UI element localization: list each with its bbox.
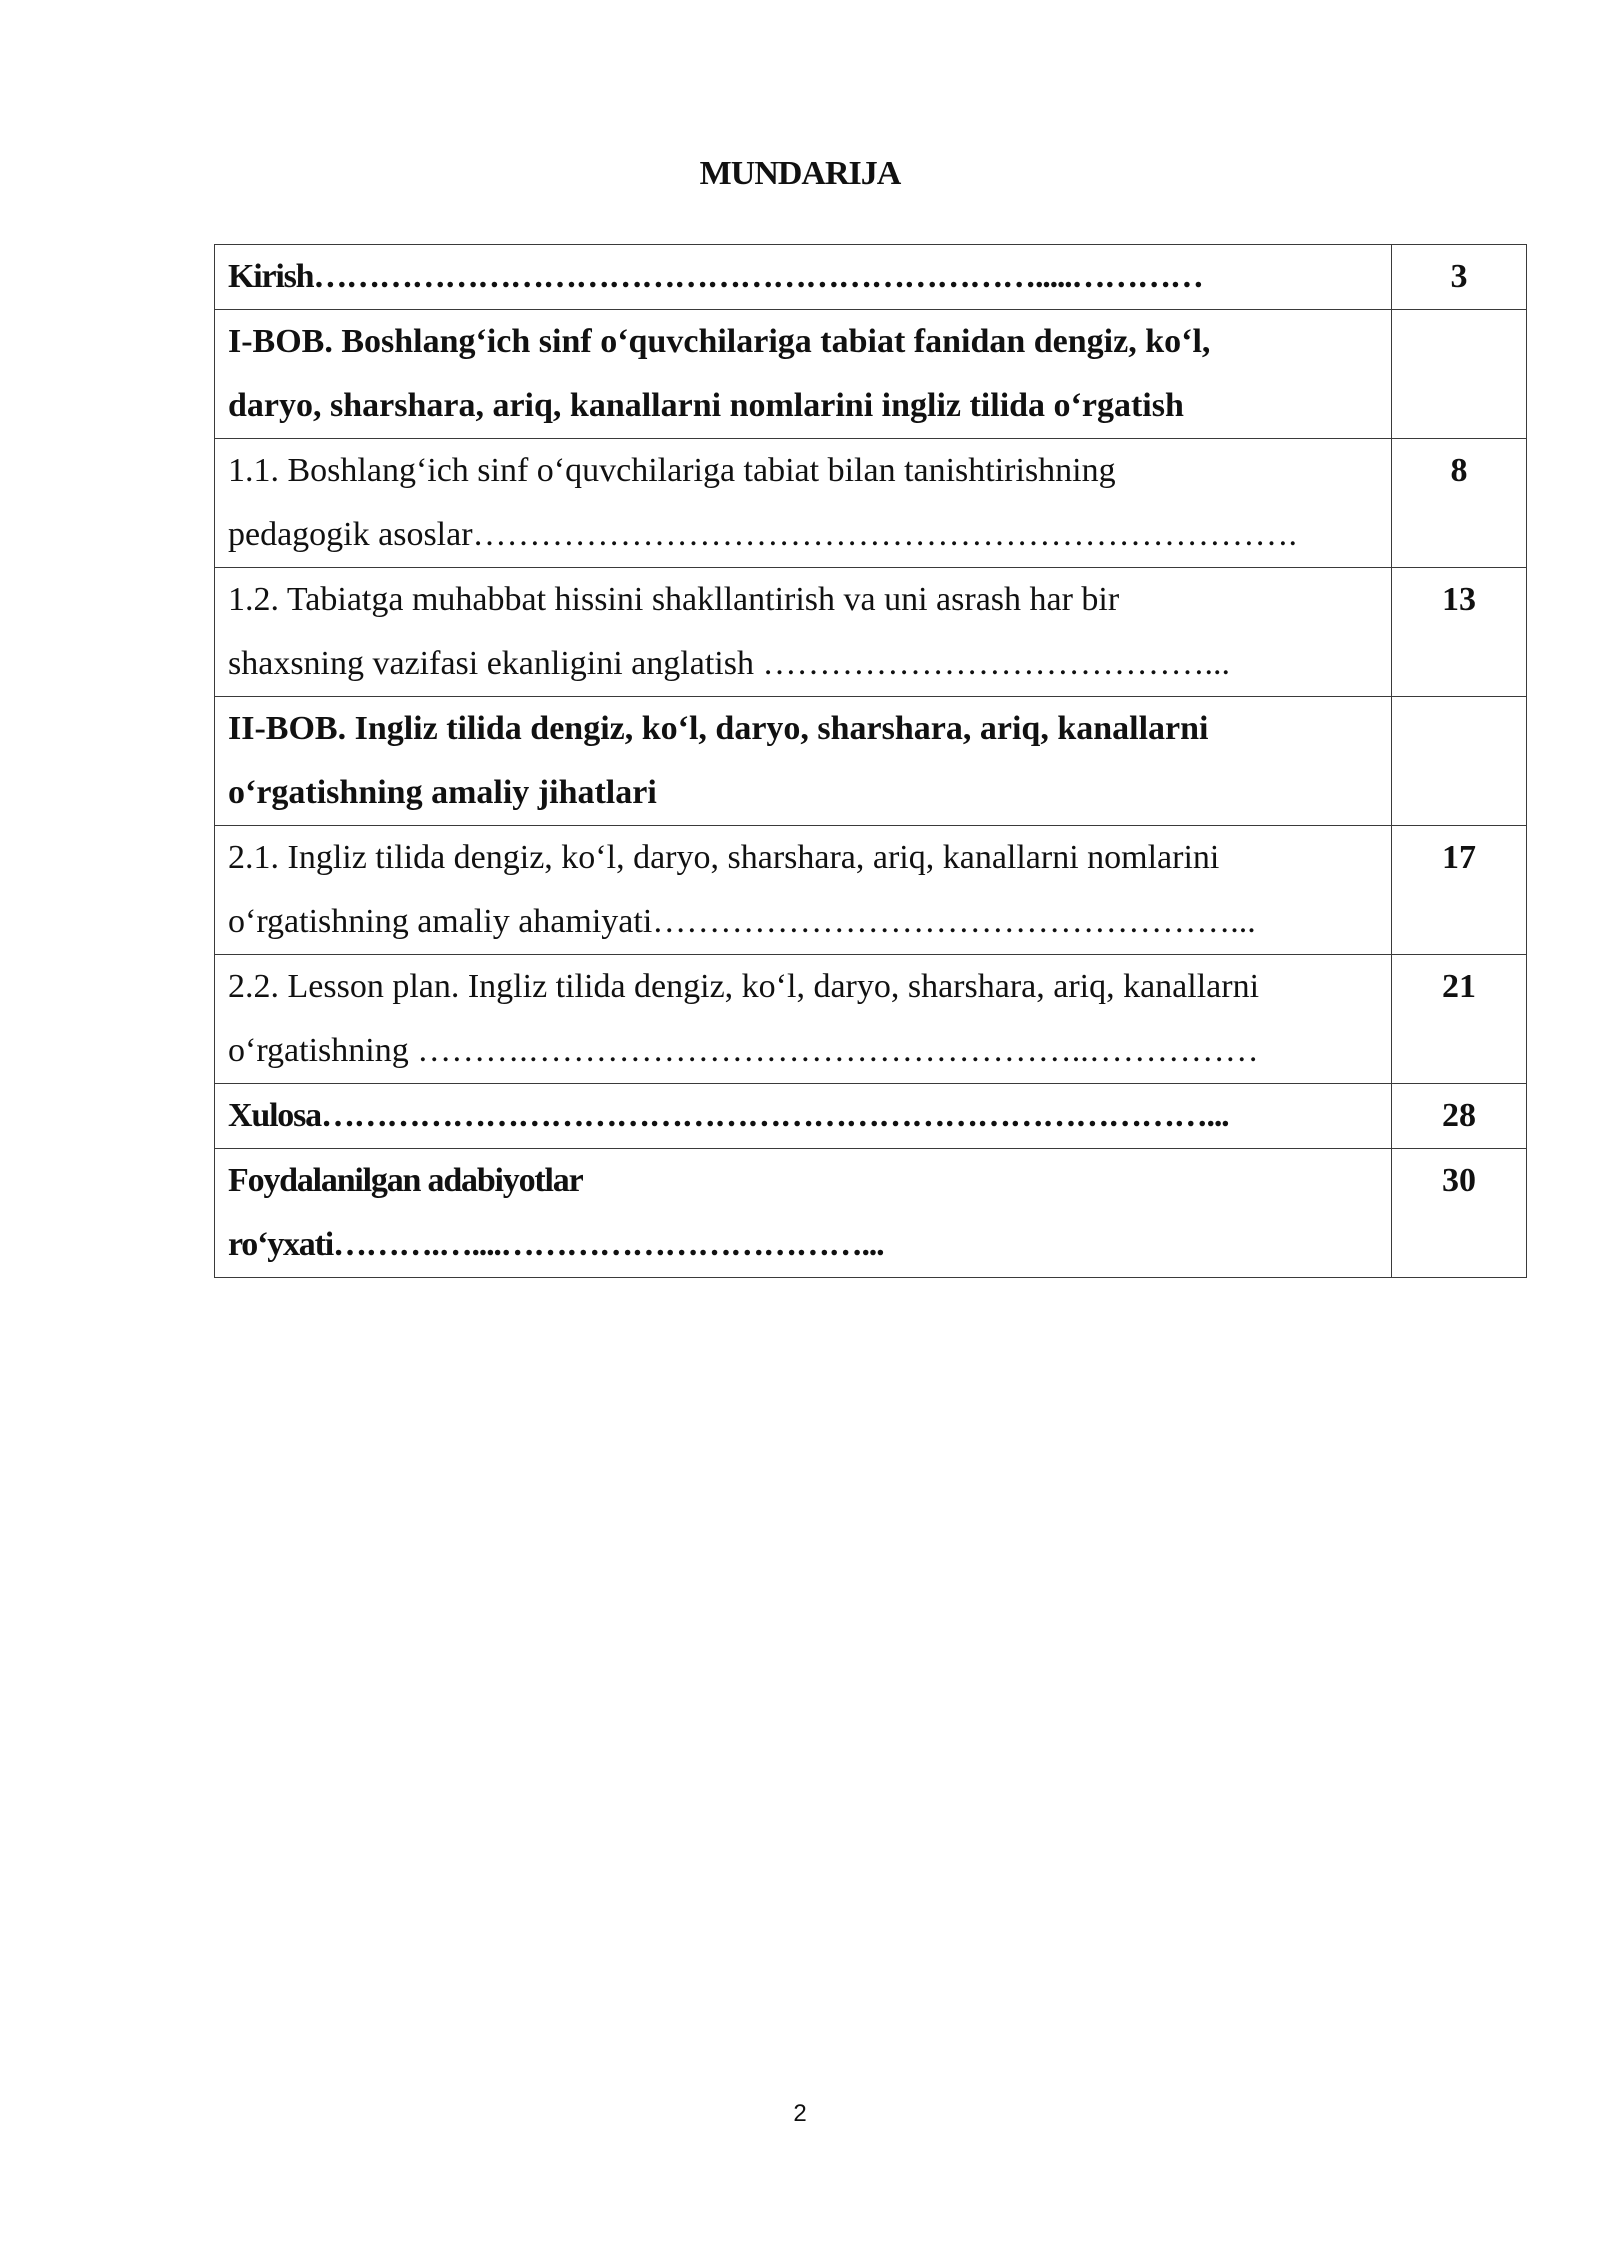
toc-row-chapter-1	[215, 310, 1527, 439]
toc-row-xulosa	[215, 1084, 1527, 1149]
toc-page-number: 28	[1392, 1084, 1527, 1149]
toc-entry-line: daryo, sharshara, ariq, kanallarni nomlarini ingliz tilida o‘rgatish	[228, 387, 1184, 424]
toc-row-kirish	[215, 245, 1527, 310]
toc-entry	[215, 697, 1392, 826]
toc-row-section-2-2	[215, 955, 1527, 1084]
toc-entry	[215, 826, 1392, 955]
toc-row-references	[215, 1149, 1527, 1278]
toc-page-number: 21	[1392, 955, 1527, 1084]
toc-entry	[215, 310, 1392, 439]
toc-entry-line: pedagogik asoslar……………………………………………………………….	[228, 516, 1298, 553]
toc-entry-line: 1.2. Tabiatga muhabbat hissini shakllantirish va uni asrash har bir	[228, 581, 1120, 618]
toc-entry-line: o‘rgatishning amaliy jihatlari	[228, 774, 657, 811]
toc-entry-line: II-BOB. Ingliz tilida dengiz, ko‘l, daryo, sharshara, ariq, kanallarni	[228, 710, 1209, 747]
toc-entry-line: I-BOB. Boshlang‘ich sinf o‘quvchilariga tabiat fanidan dengiz, ko‘l,	[228, 323, 1211, 360]
toc-entry-line: Foydalanilgan adabiyotlar	[228, 1162, 583, 1199]
toc-entry	[215, 1149, 1392, 1278]
toc-page-number: 30	[1392, 1149, 1527, 1278]
toc-entry	[215, 1084, 1392, 1149]
toc-page-number: 8	[1392, 439, 1527, 568]
toc-page-number	[1392, 310, 1527, 439]
page-title: MUNDARIJA	[699, 155, 901, 192]
table-of-contents	[214, 244, 1527, 1278]
toc-entry	[215, 439, 1392, 568]
toc-entry-line: o‘rgatishning amaliy ahamiyati……………………………………………...	[228, 903, 1256, 940]
toc-row-section-1-1	[215, 439, 1527, 568]
toc-row-section-2-1	[215, 826, 1527, 955]
toc-entry	[215, 955, 1392, 1084]
toc-entry-line: 1.1. Boshlang‘ich sinf o‘quvchilariga tabiat bilan tanishtirishning	[228, 452, 1116, 489]
toc-entry-line: shaxsning vazifasi ekanligini anglatish …………………………………...	[228, 645, 1230, 682]
toc-entry-line: Kirish………………………………………………………….....…………	[228, 258, 1203, 295]
toc-page-number: 3	[1392, 245, 1527, 310]
toc-entry	[215, 245, 1392, 310]
toc-entry	[215, 568, 1392, 697]
toc-entry-line: Xulosa………………………………………………………………………...	[228, 1097, 1229, 1134]
toc-entry-line: o‘rgatishning ……….…………………………………………..……………	[228, 1032, 1259, 1069]
page-number: 2	[793, 2100, 807, 2127]
toc-entry-line: 2.1. Ingliz tilida dengiz, ko‘l, daryo, sharshara, ariq, kanallarni nomlarini	[228, 839, 1220, 876]
toc-page-number	[1392, 697, 1527, 826]
toc-entry-line: 2.2. Lesson plan. Ingliz tilida dengiz, ko‘l, daryo, sharshara, ariq, kanallarni	[228, 968, 1260, 1005]
toc-row-chapter-2	[215, 697, 1527, 826]
toc-page-number: 17	[1392, 826, 1527, 955]
toc-row-section-1-2	[215, 568, 1527, 697]
toc-page-number: 13	[1392, 568, 1527, 697]
toc-entry-line: ro‘yxati……….…....……………………………...	[228, 1226, 884, 1263]
